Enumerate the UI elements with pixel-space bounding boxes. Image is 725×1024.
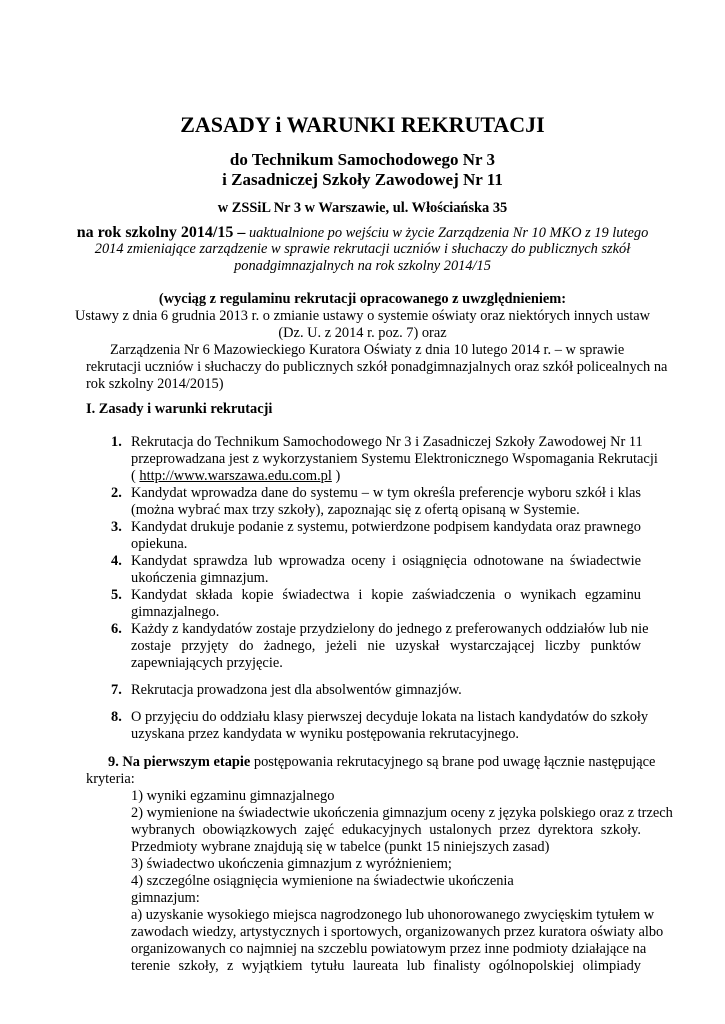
school-year-italic-2: 2014 zmieniające zarządzenie w sprawie rekrutacji uczniów i słuchaczy do publicznych szkół [94, 241, 631, 257]
point-9-rest: postępowania rekrutacyjnego są brane pod uwagę łącznie następujące [250, 754, 656, 770]
item-3-line-2: opiekuna. [131, 536, 188, 552]
point-9-line-1 [108, 754, 656, 771]
item-5-line-2: gimnazjalnego. [131, 604, 220, 620]
item-1-line-1: Rekrutacja do Technikum Samochodowego Nr 3 i Zasadniczej Szkoły Zawodowej Nr 11 [131, 434, 643, 450]
item-2-line-2: (można wybrać max trzy szkoły), zapoznając się z ofertą opisaną w Systemie. [131, 502, 580, 518]
criterion-line: a) uzyskanie wysokiego miejsca nagrodzonego lub uhonorowanego zwycięskim tytułem w [131, 907, 655, 923]
criterion-line: zawodach wiedzy, artystycznych i sportowych, organizowanych przez kuratora oświaty albo [131, 924, 664, 940]
item-number: 4. [111, 553, 122, 569]
item-1-line-3 [131, 468, 340, 485]
item-number: 3. [111, 519, 122, 535]
extract-line-3: Zarządzenia Nr 6 Mazowieckiego Kuratora Oświaty z dnia 10 lutego 2014 r. – w sprawie [110, 342, 625, 358]
section-1-title: I. Zasady i warunki rekrutacji [86, 401, 273, 417]
school-year-line [0, 224, 725, 242]
extract-line-2: (Dz. U. z 2014 r. poz. 7) oraz [278, 325, 447, 341]
item-8-line-2: uzyskana przez kandydata w wyniku postępowania rekrutacyjnego. [131, 726, 520, 742]
school-year-bold: na rok szkolny 2014/15 – [76, 224, 246, 241]
criterion-line: terenie szkoły, z wyjątkiem tytułu laureata lub finalisty ogólnopolskiej olimpiady [131, 958, 641, 974]
extract-line-1: Ustawy z dnia 6 grudnia 2013 r. o zmianie ustawy o systemie oświaty oraz niektórych innych ustaw [74, 308, 651, 324]
link-suffix: ) [331, 468, 341, 484]
subtitle-technikum: do Technikum Samochodowego Nr 3 [229, 150, 496, 169]
item-2-line-1: Kandydat wprowadza dane do systemu – w tym określa preferencje wyboru szkół i klas [131, 485, 641, 501]
school-year-italic-3: ponadgimnazjalnych na rok szkolny 2014/15 [234, 258, 491, 274]
criterion-line: Przedmioty wybrane znajdują się w tabelce (punkt 15 niniejszych zasad) [131, 839, 550, 855]
item-number: 8. [111, 709, 122, 725]
school-address: w ZSSiL Nr 3 w Warszawie, ul. Włościańska 35 [217, 200, 508, 216]
point-9-bold: 9. Na pierwszym etapie [108, 754, 251, 770]
extract-line-4: rekrutacji uczniów i słuchaczy do publicznych szkół ponadgimnazjalnych oraz szkół policealnych na [86, 359, 668, 375]
criterion-line: gimnazjum: [131, 890, 200, 906]
item-7-line-1: Rekrutacja prowadzona jest dla absolwentów gimnazjów. [131, 682, 462, 698]
criterion-line: wybranych obowiązkowych zajęć edukacyjnych ustalonych przez dyrektora szkoły. [131, 822, 641, 838]
criterion-line: 2) wymienione na świadectwie ukończenia gimnazjum oceny z języka polskiego oraz z trzech [131, 805, 673, 821]
subtitle-zsz: i Zasadniczej Szkoły Zawodowej Nr 11 [222, 170, 503, 189]
school-year-italic-1: uaktualnione po wejściu w życie Zarządzenia Nr 10 MKO z 19 lutego [245, 225, 649, 241]
system-link[interactable]: http://www.warszawa.edu.com.pl [139, 468, 332, 484]
item-4-line-2: ukończenia gimnazjum. [131, 570, 269, 586]
item-1-line-2: przeprowadzana jest z wykorzystaniem Systemu Elektronicznego Wspomagania Rekrutacji [131, 451, 658, 467]
document-title: ZASADY i WARUNKI REKRUTACJI [180, 112, 545, 137]
item-3-line-1: Kandydat drukuje podanie z systemu, potwierdzone podpisem kandydata oraz prawnego [131, 519, 641, 535]
extract-heading: (wyciąg z regulaminu rekrutacji opracowanego z uwzględnieniem: [158, 291, 567, 307]
criterion-line: 3) świadectwo ukończenia gimnazjum z wyróżnieniem; [131, 856, 452, 872]
item-8-line-1: O przyjęciu do oddziału klasy pierwszej decyduje lokata na listach kandydatów do szkoły [131, 709, 649, 725]
item-number: 2. [111, 485, 122, 501]
item-5-line-1: Kandydat składa kopie świadectwa i kopie zaświadczenia o wynikach egzaminu [131, 587, 641, 603]
item-number: 7. [111, 682, 122, 698]
criterion-line: 4) szczególne osiągnięcia wymienione na świadectwie ukończenia [131, 873, 514, 889]
item-6-line-1: Każdy z kandydatów zostaje przydzielony do jednego z preferowanych oddziałów lub nie [131, 621, 649, 637]
extract-line-5: rok szkolny 2014/2015) [86, 376, 224, 392]
item-number: 1. [111, 434, 122, 450]
criterion-line: 1) wyniki egzaminu gimnazjalnego [131, 788, 335, 804]
item-number: 6. [111, 621, 122, 637]
item-4-line-1: Kandydat sprawdza lub wprowadza oceny i osiągnięcia odnotowane na świadectwie [131, 553, 641, 569]
item-number: 5. [111, 587, 122, 603]
item-6-line-3: zapewniających przyjęcie. [131, 655, 283, 671]
link-prefix: ( [131, 468, 140, 484]
criterion-line: organizowanych co najmniej na szczeblu powiatowym przez inne podmioty działające na [131, 941, 647, 957]
item-6-line-2: zostaje przyjęty do żadnego, jeżeli nie uzyskał wystarczającej liczby punktów [131, 638, 641, 654]
point-9-line-2: kryteria: [86, 771, 135, 787]
